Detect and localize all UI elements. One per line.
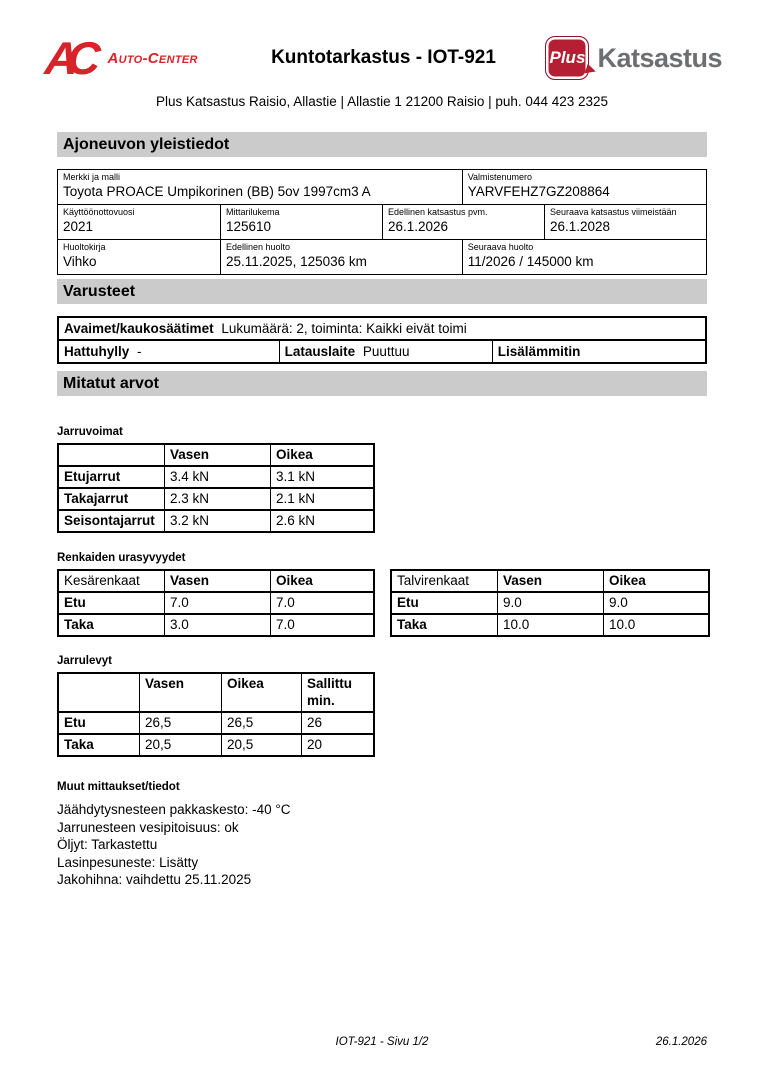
field-service-book (58, 240, 220, 274)
table-cell: Taka (64, 737, 94, 752)
table-cell: Sallittu min. (301, 674, 373, 711)
field-extra-heater (492, 341, 705, 362)
general-info-table (57, 169, 707, 275)
table-row (59, 339, 705, 362)
tire-tables (57, 569, 707, 637)
table-cell: Taka (397, 617, 427, 632)
table-cell: 3.2 kN (164, 511, 270, 531)
field-value: Puuttuu (362, 344, 410, 359)
field-vin (462, 170, 706, 204)
table-cell: 26 (301, 713, 373, 733)
content (57, 132, 707, 889)
table-header-row (59, 674, 373, 711)
section-header-general: Ajoneuvon yleistiedot (57, 132, 707, 157)
measurement-line: Jäähdytysnesteen pakkaskesto: -40 °C (57, 802, 291, 817)
field-label: Huoltokirja (63, 242, 106, 252)
table-cell: 3.0 (164, 615, 270, 635)
table-row (58, 170, 706, 204)
table-cell: 20,5 (139, 735, 221, 755)
table-cell (59, 445, 164, 465)
field-value: Vihko (63, 254, 97, 269)
table-cell: Etujarrut (64, 469, 121, 484)
table-cell: 10.0 (603, 615, 708, 635)
table-cell: 3.1 kN (270, 467, 373, 487)
table-cell (59, 674, 139, 711)
brake-forces-label: Jarruvoimat (57, 426, 123, 438)
table-row (392, 613, 708, 635)
field-odometer (220, 205, 382, 239)
table-cell: Oikea (270, 445, 373, 465)
plus-badge-icon (545, 36, 589, 80)
plus-badge-text: Plus (549, 48, 586, 67)
field-value: - (137, 344, 142, 359)
table-cell: 26,5 (221, 713, 301, 733)
table-cell: Etu (64, 595, 86, 610)
brake-forces-table (57, 443, 375, 533)
table-header-row (392, 571, 708, 591)
field-value: 25.11.2025, 125036 km (226, 254, 367, 269)
table-cell: Seisontajarrut (64, 513, 155, 528)
field-label: Edellinen huolto (226, 242, 291, 252)
table-cell: 20,5 (221, 735, 301, 755)
table-cell: 2.3 kN (164, 489, 270, 509)
table-cell: 3.4 kN (164, 467, 270, 487)
page-title: Kuntotarkastus - IOT-921 (271, 47, 496, 68)
table-cell: 2.1 kN (270, 489, 373, 509)
table-row (59, 487, 373, 509)
table-cell: Vasen (164, 571, 270, 591)
field-keys-remotes (59, 318, 705, 339)
brake-discs-table (57, 672, 375, 757)
brake-discs-label: Jarrulevyt (57, 655, 112, 667)
field-label: Seuraava huolto (467, 242, 534, 252)
table-row (58, 239, 706, 274)
header (0, 0, 764, 84)
measurement-line: Jakohihna: vaihdettu 25.11.2025 (57, 872, 252, 887)
tire-treads-label: Renkaiden urasyvyydet (57, 552, 186, 564)
table-cell: Kesärenkaat (64, 573, 140, 588)
table-cell: Talvirenkaat (397, 573, 470, 588)
field-charger (279, 341, 492, 362)
table-row (392, 591, 708, 613)
auto-center-logo (43, 32, 271, 84)
table-cell: 26,5 (139, 713, 221, 733)
table-cell: Etu (397, 595, 419, 610)
table-cell: Oikea (221, 674, 301, 711)
table-cell: 20 (301, 735, 373, 755)
table-row (59, 318, 705, 339)
table-cell: Etu (64, 715, 86, 730)
auto-center-monogram-icon: AC (43, 32, 92, 84)
field-hat-shelf (59, 341, 279, 362)
table-header-row (59, 571, 373, 591)
other-measurements-list (57, 801, 707, 889)
field-label: Käyttöönottovuosi (63, 207, 135, 217)
table-cell: 7.0 (270, 593, 373, 613)
field-value: Lukumäärä: 2, toiminta: Kaikki eivät toimi (221, 321, 467, 336)
auto-center-label: Auto-Center (107, 49, 198, 67)
field-label: Avaimet/kaukosäätimet (64, 321, 214, 336)
table-cell: 9.0 (603, 593, 708, 613)
station-address: Plus Katsastus Raisio, Allastie | Allastie 1 21200 Raisio | puh. 044 423 2325 (155, 94, 609, 109)
field-value: Toyota PROACE Umpikorinen (BB) 5ov 1997cm3 A (63, 184, 371, 199)
table-cell: 9.0 (497, 593, 603, 613)
table-cell: Oikea (270, 571, 373, 591)
field-next-inspection-deadline (544, 205, 706, 239)
measurement-line: Lasinpesuneste: Lisätty (57, 854, 199, 870)
measurement-line: Jarrunesteen vesipitoisuus: ok (57, 819, 239, 835)
table-cell: Vasen (139, 674, 221, 711)
field-label: Hattuhylly (64, 344, 130, 359)
field-previous-service (220, 240, 462, 274)
field-label: Latauslaite (284, 344, 356, 359)
table-row (59, 733, 373, 755)
footer-date: 26.1.2026 (655, 1036, 707, 1048)
plus-katsastus-logo (496, 36, 722, 80)
summer-tires-table (57, 569, 375, 637)
table-cell: Taka (64, 617, 94, 632)
winter-tires-table (390, 569, 710, 637)
footer (57, 1036, 707, 1052)
table-row (58, 204, 706, 239)
table-cell: 7.0 (270, 615, 373, 635)
table-row (59, 509, 373, 531)
footer-page-info: IOT-921 - Sivu 1/2 (335, 1036, 429, 1048)
table-cell: Vasen (164, 445, 270, 465)
field-label: Seuraava katsastus viimeistään (550, 207, 677, 217)
table-cell: Takajarrut (64, 491, 129, 506)
other-measurements-label: Muut mittaukset/tiedot (57, 781, 180, 793)
field-first-registration-year (58, 205, 220, 239)
field-value: YARVFEHZ7GZ208864 (467, 184, 610, 199)
field-value: 11/2026 / 145000 km (467, 254, 594, 269)
table-cell: 2.6 kN (270, 511, 373, 531)
section-header-equipment: Varusteet (57, 279, 707, 304)
table-row (59, 465, 373, 487)
field-label: Mittarilukema (226, 207, 280, 217)
field-label: Merkki ja malli (63, 172, 121, 182)
table-header-row (59, 445, 373, 465)
table-cell: Oikea (603, 571, 708, 591)
field-label: Edellinen katsastus pvm. (388, 207, 488, 217)
field-label: Lisälämmitin (497, 344, 581, 359)
field-value: 2021 (63, 219, 94, 234)
field-next-service (462, 240, 706, 274)
table-row (59, 613, 373, 635)
field-value: 26.1.2028 (550, 219, 611, 234)
katsastus-label: Katsastus (597, 42, 723, 73)
table-cell: Vasen (497, 571, 603, 591)
field-value: 26.1.2026 (388, 219, 449, 234)
plus-badge-tail-icon (585, 64, 598, 77)
field-label: Valmistenumero (467, 172, 533, 182)
table-row (59, 711, 373, 733)
measurement-line: Öljyt: Tarkastettu (57, 837, 158, 852)
equipment-table (57, 316, 707, 364)
field-value: 125610 (226, 219, 272, 234)
field-previous-inspection-date (382, 205, 544, 239)
section-header-measured: Mitatut arvot (57, 371, 707, 396)
table-cell: 10.0 (497, 615, 603, 635)
table-cell: 7.0 (164, 593, 270, 613)
field-make-model (58, 170, 462, 204)
table-row (59, 591, 373, 613)
